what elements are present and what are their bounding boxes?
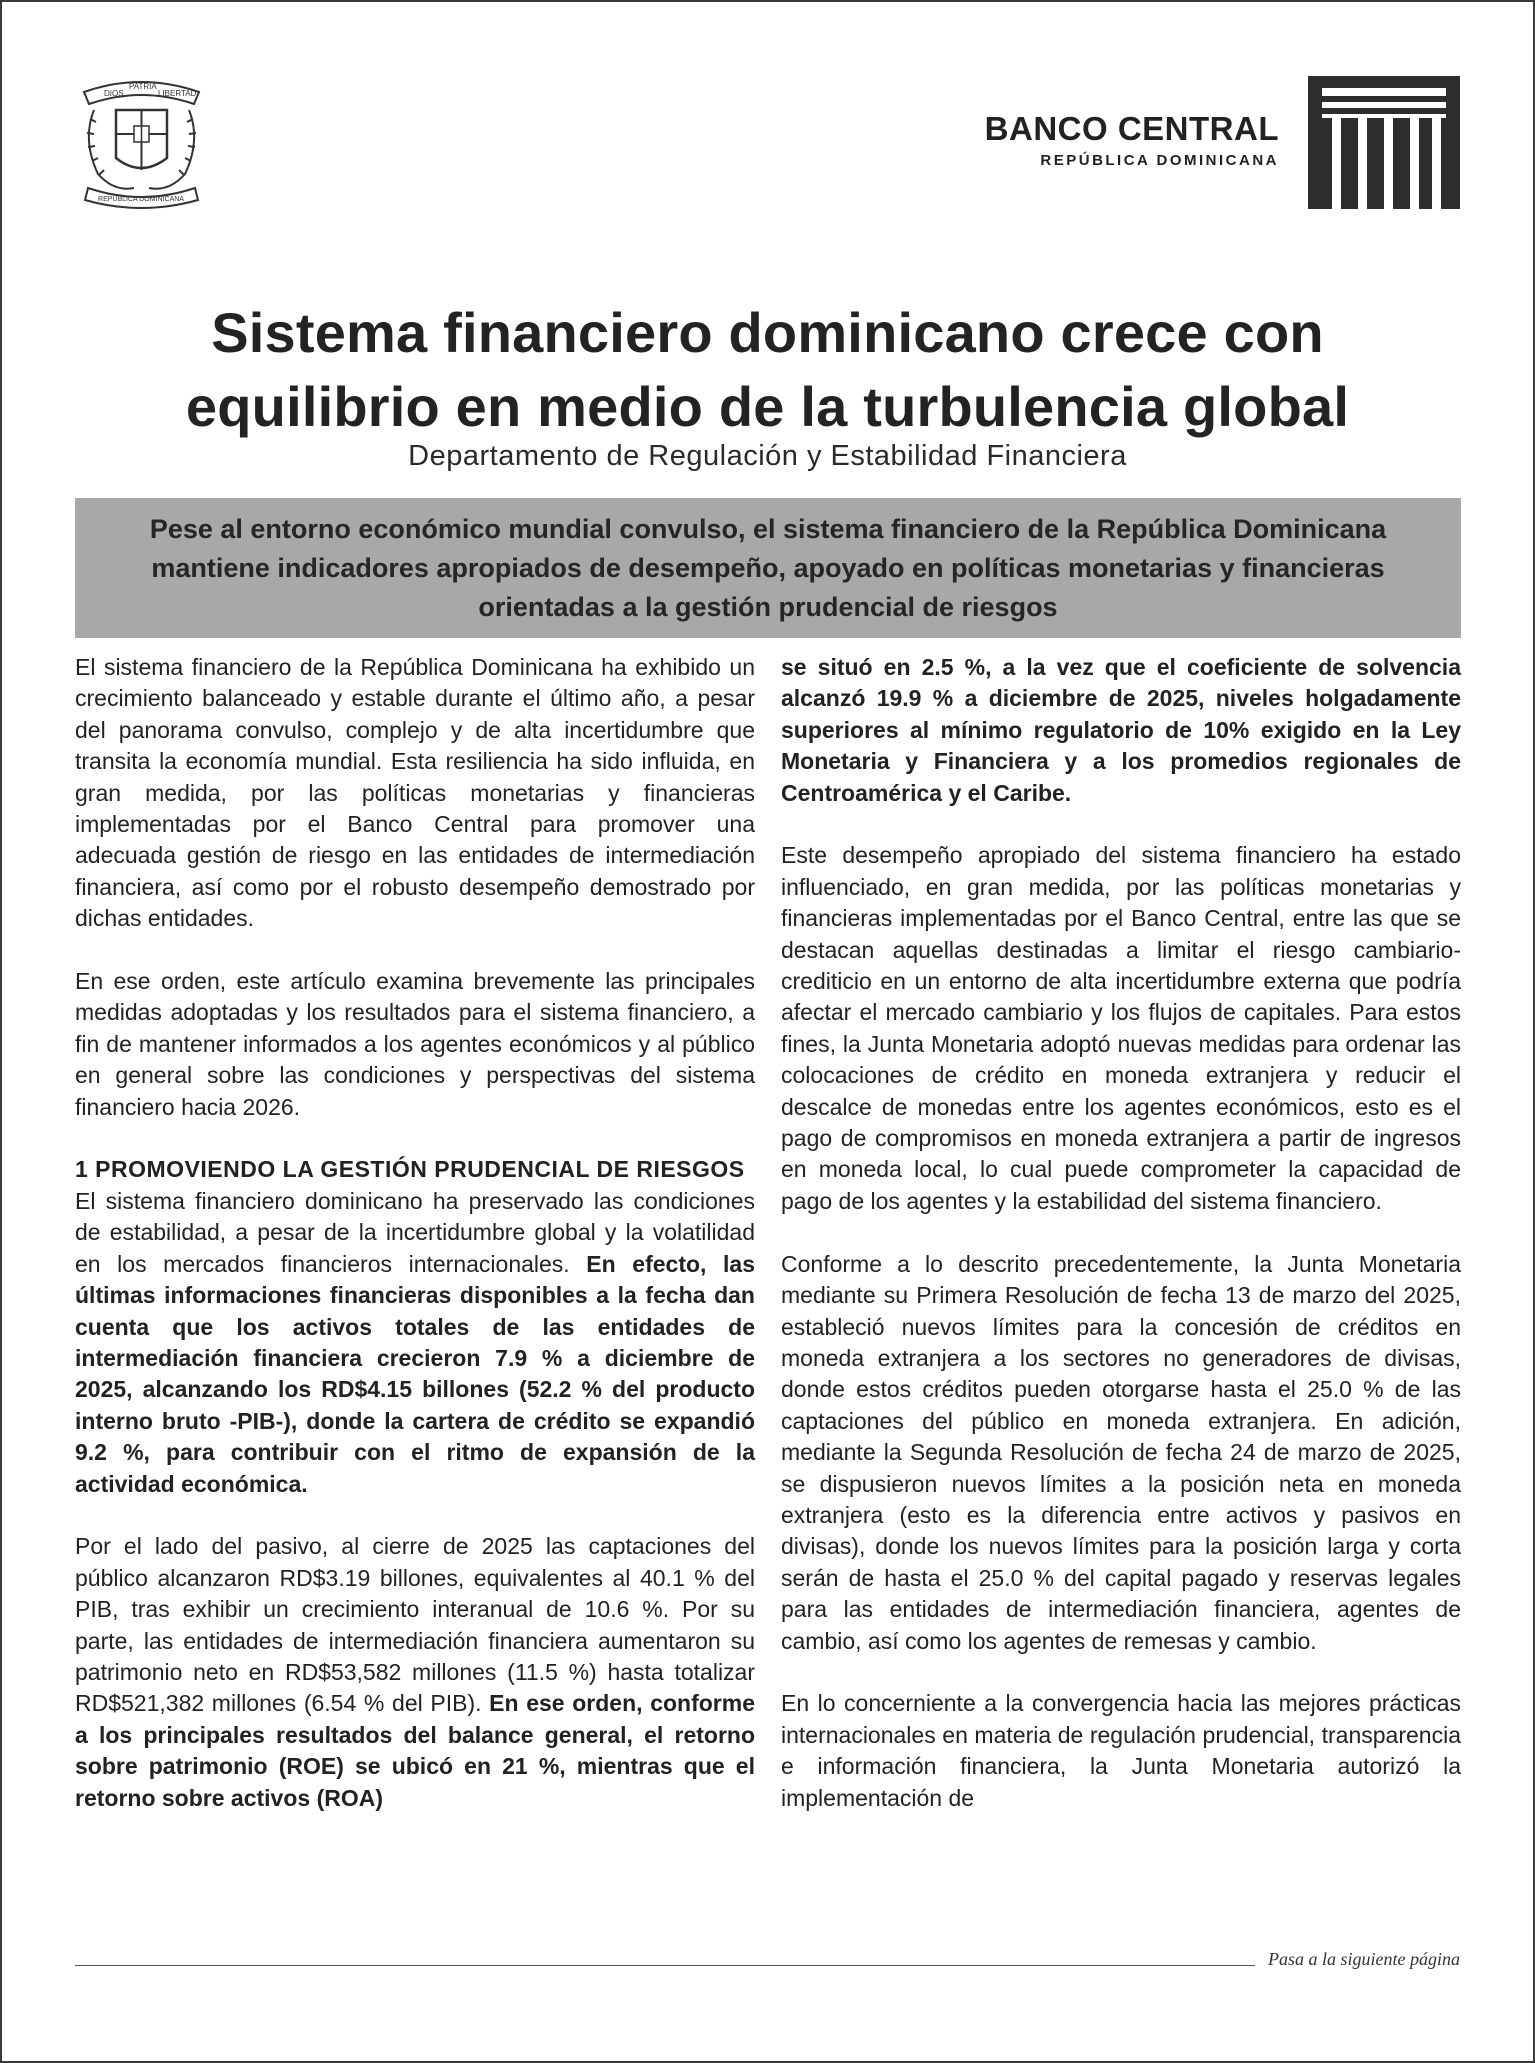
- brand-name: BANCO CENTRAL: [984, 110, 1279, 147]
- paragraph: [75, 1531, 755, 1814]
- paragraph-bold: se situó en 2.5 %, a la vez que el coeficiente de solvencia alcanzó 19.9 % a diciembre de 2025, niveles holgadamente superiores al mínimo regulatorio de 10% exigido en la Ley Monetaria y Financiera y a los promedios regionales de Centroamérica y el Caribe.: [781, 654, 1461, 806]
- paragraph-regular: El sistema financiero dominicano ha preservado las condiciones de estabilidad, a pesar de la incertidumbre global y la volatilidad en los mercados financieros internacionales.: [75, 1187, 755, 1277]
- coat-motto-dios: DIOS: [104, 89, 124, 98]
- coat-ribbon-text: REPÚBLICA DOMINICANA: [98, 196, 184, 203]
- paragraph-bold: En efecto, las últimas informaciones financieras disponibles a la fecha dan cuenta que los activos totales de las entidades de intermediación financiera crecieron 7.9 % a diciembre de 2025, alcanzando los RD$4.15 billones (52.2 % del producto interno bruto -PIB-), donde la cartera de crédito se expandió 9.2 %, para contribuir con el ritmo de expansión de la actividad económica.: [75, 1250, 755, 1497]
- column-left: [75, 652, 755, 1845]
- section-heading: 1 PROMOVIENDO LA GESTIÓN PRUDENCIAL DE RIESGOS: [75, 1156, 745, 1183]
- title-line-2: equilibrio en medio de la turbulencia global: [185, 375, 1350, 438]
- paragraph: Conforme a lo descrito precedentemente, la Junta Monetaria mediante su Primera Resolución de fecha 13 de marzo del 2025, estableció nuevos límites para la concesión de créditos en moneda extranjera a los sectores no generadores de divisas, donde estos créditos pueden otorgarse hasta el 25.0 % de las captaciones del público en moneda extranjera. En adición, mediante la Segunda Resolución de fecha 24 de marzo de 2025, se dispusieron nuevos límites a la posición neta en moneda extranjera (esto es la diferencia entre activos y pasivos en divisas), donde los nuevos límites para la posición larga y corta serán de hasta el 25.0 % del capital pagado y reservas legales para las entidades de intermediación financiera, agentes de cambio, así como los agentes de remesas y cambio.: [781, 1250, 1461, 1654]
- department-line: Departamento de Regulación y Estabilidad Financiera: [408, 440, 1127, 472]
- lead-box: [75, 498, 1461, 638]
- columns-building-icon: [1308, 76, 1460, 209]
- article-title: [60, 296, 1475, 444]
- paragraph: Este desempeño apropiado del sistema financiero ha estado influenciado, en gran medida, por las políticas monetarias y financieras implementadas por el Banco Central, entre las que se destacan aquellas destinadas a limitar el riesgo cambiario-crediticio en un entorno de alta incertidumbre externa que podría afectar el mercado cambiario y los flujos de capitales. Para estos fines, la Junta Monetaria adoptó nuevas medidas para ordenar las colocaciones de crédito en moneda extranjera y reducir el descalce de monedas entre los agentes económicos, esto es el pago de compromisos en moneda extranjera a partir de ingresos en moneda local, lo cual puede comprometer la capacidad de pago de los agentes y la estabilidad del sistema financiero.: [781, 842, 1461, 1214]
- coat-motto-patria: PATRIA: [129, 82, 157, 91]
- title-line-1: Sistema financiero dominicano crece con: [211, 301, 1324, 364]
- paragraph-bold: En ese orden, conforme a los principales resultados del balance general, el retorno sobre patrimonio (ROE) se ubicó en 21 %, mientras que el retorno sobre activos (ROA): [75, 1690, 755, 1811]
- paragraph: En lo concerniente a la convergencia hacia las mejores prácticas internacionales en materia de regulación prudencial, transparencia e información financiera, la Junta Monetaria autorizó la implementación de: [781, 1690, 1461, 1811]
- continued-note: Pasa a la siguiente página: [1268, 1949, 1460, 1969]
- coat-of-arms-icon: [74, 70, 209, 210]
- paragraph-regular: Por el lado del pasivo, al cierre de 2025 las captaciones del público alcanzaron RD$3.19 billones, equivalentes al 40.1 % del PIB, tras exhibir un crecimiento interanual de 10.6 %. Por su parte, las entidades de intermediación financiera aumentaron su patrimonio neto en RD$53,582 millones (11.5 %) hasta totalizar RD$521,382 millones (6.54 % del PIB).: [75, 1533, 755, 1717]
- coat-motto-libertad: LIBERTAD: [158, 89, 197, 98]
- paragraph: En ese orden, este artículo examina brevemente las principales medidas adoptadas y los resultados para el sistema financiero, a fin de mantener informados a los agentes económicos y al público en general sobre las condiciones y perspectivas del sistema financiero hacia 2026.: [75, 968, 755, 1120]
- brand-block: [985, 110, 1279, 169]
- column-right: [781, 652, 1461, 1845]
- paragraph: El sistema financiero de la República Dominicana ha exhibido un crecimiento balanceado y estable durante el último año, a pesar del panorama convulso, complejo y de alta incertidumbre que transita la economía mundial. Esta resiliencia ha sido influida, en gran medida, por las políticas monetarias y financieras implementadas por el Banco Central para promover una adecuada gestión de riesgo en las entidades de intermediación financiera, así como por el robusto desempeño demostrado por dichas entidades.: [75, 654, 755, 932]
- paragraph: [75, 1186, 755, 1500]
- footer-divider: [75, 1965, 1255, 1966]
- lead-text: Pese al entorno económico mundial convulso, el sistema financiero de la República Dominicana mantiene indicadores apropiados de desempeño, apoyado en políticas monetarias y financieras orientadas a la gestión prudencial de riesgos: [149, 514, 1387, 622]
- brand-subtitle: REPÚBLICA DOMINICANA: [1040, 152, 1279, 169]
